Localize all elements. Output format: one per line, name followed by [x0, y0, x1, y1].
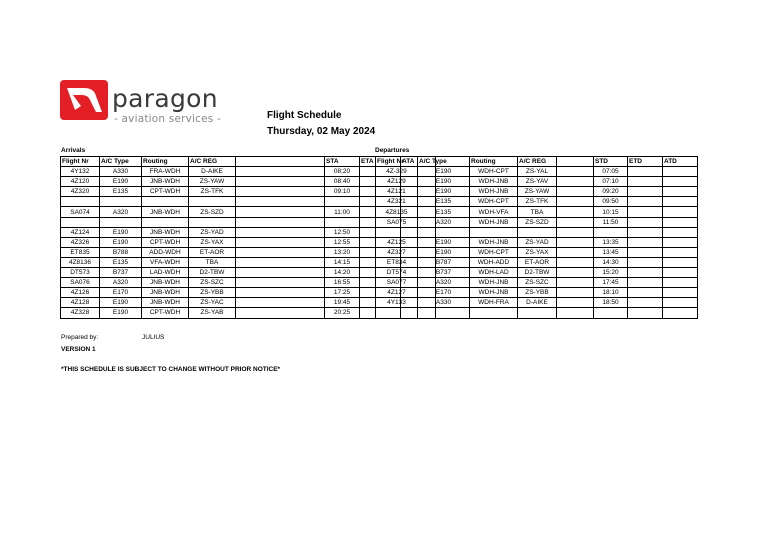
arrivals-cell: E170: [100, 288, 142, 298]
departures-cell: 4Y133: [376, 298, 418, 308]
arrivals-cell: [236, 268, 325, 278]
departures-cell: [628, 227, 663, 237]
departures-cell: [557, 197, 594, 207]
departures-cell: WDH-CPT: [470, 197, 518, 207]
departures-cell: [663, 227, 698, 237]
arrivals-cell: E190: [100, 237, 142, 247]
departures-cell: 10:15: [594, 207, 628, 217]
departures-cell: [376, 227, 418, 237]
departures-cell: 18:50: [594, 298, 628, 308]
arrivals-cell: 20:25: [325, 308, 360, 318]
arrivals-cell: [61, 197, 100, 207]
departures-cell: 4Z8135: [376, 207, 418, 217]
arrivals-cell: [236, 278, 325, 288]
departures-cell: ZS-YAV: [518, 177, 557, 187]
departures-cell: [628, 217, 663, 227]
arrivals-header-cell: A/C REG: [189, 157, 236, 167]
arrivals-cell: E190: [100, 298, 142, 308]
departures-cell: [663, 298, 698, 308]
departures-cell: ZS-YAW: [518, 187, 557, 197]
arrivals-cell: ET835: [61, 247, 100, 257]
departures-row: [376, 257, 698, 267]
arrivals-cell: JNB-WDH: [142, 298, 189, 308]
departures-cell: [663, 207, 698, 217]
arrivals-cell: 09:10: [325, 187, 360, 197]
arrivals-cell: 11:00: [325, 207, 360, 217]
departures-cell: 4Z-329: [376, 167, 418, 177]
departures-cell: [470, 227, 518, 237]
departures-cell: D-AIKE: [518, 298, 557, 308]
departures-header-cell: A/C Type: [418, 157, 470, 167]
departures-row: [376, 237, 698, 247]
departures-cell: 4Z121: [376, 187, 418, 197]
arrivals-label: Arrivals: [61, 147, 86, 154]
arrivals-cell: B788: [100, 247, 142, 257]
arrivals-header-cell: Flight Nr: [61, 157, 100, 167]
departures-cell: E190: [418, 177, 470, 187]
arrivals-cell: LAD-WDH: [142, 268, 189, 278]
departures-cell: WDH-JNB: [470, 177, 518, 187]
departures-cell: [628, 288, 663, 298]
arrivals-cell: JNB-WDH: [142, 207, 189, 217]
departures-cell: E190: [418, 247, 470, 257]
departures-cell: [628, 187, 663, 197]
departures-row: [376, 217, 698, 227]
arrivals-cell: [236, 288, 325, 298]
departures-cell: [663, 268, 698, 278]
arrivals-cell: JNB-WDH: [142, 278, 189, 288]
departures-cell: 09:50: [594, 197, 628, 207]
arrivals-cell: ZS-YAC: [189, 298, 236, 308]
departures-header-cell: [557, 157, 594, 167]
arrivals-cell: [236, 247, 325, 257]
schedule-notice: *THIS SCHEDULE IS SUBJECT TO CHANGE WITHOUT PRIOR NOTICE*: [61, 366, 281, 373]
departures-cell: [663, 237, 698, 247]
departures-cell: ET834: [376, 257, 418, 267]
arrivals-cell: B737: [100, 268, 142, 278]
departures-cell: [628, 257, 663, 267]
arrivals-cell: [236, 257, 325, 267]
departures-cell: ZS-TFK: [518, 197, 557, 207]
departures-cell: [557, 237, 594, 247]
departures-cell: [594, 308, 628, 318]
departures-cell: WDH-ADD: [470, 257, 518, 267]
arrivals-cell: [142, 217, 189, 227]
schedule-title: Flight Schedule: [267, 110, 342, 121]
arrivals-cell: D2-TBW: [189, 268, 236, 278]
departures-cell: [594, 227, 628, 237]
arrivals-cell: ET-AOR: [189, 247, 236, 257]
departures-cell: 09:20: [594, 187, 628, 197]
departures-cell: 07:05: [594, 167, 628, 177]
arrivals-cell: 4Z120: [61, 177, 100, 187]
departures-cell: [628, 278, 663, 288]
departures-table: [375, 156, 698, 319]
departures-cell: E135: [418, 197, 470, 207]
arrivals-cell: ZS-YAD: [189, 227, 236, 237]
departures-row: [376, 197, 698, 207]
logo-mark: [60, 80, 108, 120]
arrivals-cell: E190: [100, 227, 142, 237]
departures-cell: 13:45: [594, 247, 628, 257]
departures-cell: 07:10: [594, 177, 628, 187]
arrivals-header-cell: STA: [325, 157, 360, 167]
arrivals-cell: [236, 187, 325, 197]
arrivals-cell: TBA: [189, 257, 236, 267]
arrivals-cell: [189, 197, 236, 207]
arrivals-cell: 4Z128: [61, 298, 100, 308]
departures-label: Departures: [375, 147, 410, 154]
departures-cell: [628, 177, 663, 187]
arrivals-cell: [100, 197, 142, 207]
arrivals-cell: 08:40: [325, 177, 360, 187]
arrivals-cell: 16:55: [325, 278, 360, 288]
arrivals-cell: [236, 227, 325, 237]
departures-cell: WDH-LAD: [470, 268, 518, 278]
departures-cell: [663, 177, 698, 187]
departures-cell: 13:35: [594, 237, 628, 247]
arrivals-header-cell: A/C Type: [100, 157, 142, 167]
arrivals-cell: VFA-WDH: [142, 257, 189, 267]
arrivals-cell: FRA-WDH: [142, 167, 189, 177]
arrivals-header-cell: Routing: [142, 157, 189, 167]
departures-cell: B737: [418, 268, 470, 278]
departures-cell: SA075: [376, 217, 418, 227]
departures-cell: [628, 298, 663, 308]
departures-cell: ZS-SZC: [518, 278, 557, 288]
departures-cell: [557, 278, 594, 288]
departures-cell: [518, 308, 557, 318]
departures-row: [376, 177, 698, 187]
departures-cell: [663, 247, 698, 257]
arrivals-cell: SA076: [61, 278, 100, 288]
arrivals-cell: [100, 217, 142, 227]
arrivals-cell: [236, 197, 325, 207]
arrivals-cell: E190: [100, 308, 142, 318]
arrivals-cell: 4Z124: [61, 227, 100, 237]
arrivals-cell: JNB-WDH: [142, 227, 189, 237]
departures-cell: [628, 197, 663, 207]
departures-row: [376, 227, 698, 237]
departures-cell: 18:10: [594, 288, 628, 298]
arrivals-cell: JNB-WDH: [142, 177, 189, 187]
departures-header-cell: Routing: [470, 157, 518, 167]
arrivals-cell: 4Z126: [61, 288, 100, 298]
departures-cell: [628, 207, 663, 217]
departures-cell: 15:20: [594, 268, 628, 278]
departures-row: [376, 187, 698, 197]
arrivals-cell: [236, 308, 325, 318]
departures-cell: [376, 308, 418, 318]
departures-cell: [557, 257, 594, 267]
departures-cell: [663, 278, 698, 288]
departures-cell: A320: [418, 217, 470, 227]
departures-cell: 4Z125: [376, 237, 418, 247]
arrivals-cell: [236, 237, 325, 247]
arrivals-cell: [142, 197, 189, 207]
departures-cell: [663, 288, 698, 298]
arrivals-cell: ZS-SZD: [189, 207, 236, 217]
arrivals-cell: E135: [100, 257, 142, 267]
arrivals-cell: [236, 177, 325, 187]
departures-row: [376, 308, 698, 318]
departures-header-cell: ATD: [663, 157, 698, 167]
arrivals-cell: SA074: [61, 207, 100, 217]
departures-header-cell: ETD: [628, 157, 663, 167]
departures-cell: [418, 227, 470, 237]
arrivals-cell: [325, 197, 360, 207]
departures-cell: 4Z129: [376, 177, 418, 187]
arrivals-cell: A330: [100, 167, 142, 177]
arrivals-cell: 13:20: [325, 247, 360, 257]
departures-cell: E190: [418, 167, 470, 177]
departures-cell: [663, 167, 698, 177]
departures-cell: ZS-YAX: [518, 247, 557, 257]
arrivals-cell: ZS-TFK: [189, 187, 236, 197]
departures-row: [376, 278, 698, 288]
arrivals-cell: 08:20: [325, 167, 360, 177]
departures-row: [376, 298, 698, 308]
departures-header-row: [376, 157, 698, 167]
departures-cell: WDH-JNB: [470, 278, 518, 288]
arrivals-cell: A320: [100, 278, 142, 288]
departures-cell: A330: [418, 298, 470, 308]
departures-cell: [663, 217, 698, 227]
departures-header-cell: A/C REG: [518, 157, 557, 167]
prepared-by-name: JULIUS: [142, 334, 165, 341]
arrivals-cell: ADD-WDH: [142, 247, 189, 257]
departures-cell: D2-TBW: [518, 268, 557, 278]
departures-cell: E190: [418, 237, 470, 247]
departures-row: [376, 288, 698, 298]
departures-cell: [557, 167, 594, 177]
departures-cell: E170: [418, 288, 470, 298]
departures-row: [376, 247, 698, 257]
arrivals-cell: A320: [100, 207, 142, 217]
arrivals-header-cell: [236, 157, 325, 167]
departures-cell: 11:50: [594, 217, 628, 227]
departures-cell: E135: [418, 207, 470, 217]
departures-cell: [557, 227, 594, 237]
arrivals-cell: 12:55: [325, 237, 360, 247]
arrivals-cell: ZS-YAW: [189, 177, 236, 187]
arrivals-cell: 14:15: [325, 257, 360, 267]
departures-cell: [557, 187, 594, 197]
departures-cell: [663, 308, 698, 318]
departures-cell: TBA: [518, 207, 557, 217]
departures-cell: [557, 247, 594, 257]
arrivals-cell: 4Z326: [61, 237, 100, 247]
departures-cell: SA077: [376, 278, 418, 288]
arrivals-cell: ZS-YAX: [189, 237, 236, 247]
departures-cell: WDH-VFA: [470, 207, 518, 217]
brand-name: paragon: [112, 84, 218, 113]
arrivals-header-cell: ATA: [401, 157, 436, 167]
departures-cell: [628, 167, 663, 177]
departures-cell: DT574: [376, 268, 418, 278]
departures-cell: [557, 298, 594, 308]
departures-cell: [518, 227, 557, 237]
departures-cell: WDH-JNB: [470, 187, 518, 197]
departures-cell: [628, 308, 663, 318]
arrivals-cell: [236, 298, 325, 308]
arrivals-cell: CPT-WDH: [142, 308, 189, 318]
departures-cell: WDH-JNB: [470, 217, 518, 227]
departures-cell: [557, 288, 594, 298]
departures-cell: ZS-YBB: [518, 288, 557, 298]
departures-cell: ZS-SZD: [518, 217, 557, 227]
departures-cell: [663, 257, 698, 267]
arrivals-cell: 12:50: [325, 227, 360, 237]
departures-cell: [557, 177, 594, 187]
departures-cell: [663, 187, 698, 197]
arrivals-cell: 19:45: [325, 298, 360, 308]
version-label: VERSION 1: [61, 346, 96, 353]
departures-cell: 4Z321: [376, 197, 418, 207]
arrivals-cell: ZS-SZC: [189, 278, 236, 288]
arrivals-cell: DT573: [61, 268, 100, 278]
departures-cell: WDH-CPT: [470, 247, 518, 257]
departures-header-cell: Flight Nr: [376, 157, 418, 167]
departures-cell: [470, 308, 518, 318]
arrivals-cell: ZS-YBB: [189, 288, 236, 298]
departures-row: [376, 207, 698, 217]
departures-cell: [557, 207, 594, 217]
departures-cell: [557, 217, 594, 227]
departures-cell: A320: [418, 278, 470, 288]
departures-cell: 14:30: [594, 257, 628, 267]
departures-cell: [418, 308, 470, 318]
departures-header-cell: STD: [594, 157, 628, 167]
departures-cell: 4Z327: [376, 247, 418, 257]
departures-cell: ZS-YAL: [518, 167, 557, 177]
arrivals-cell: 4Z8136: [61, 257, 100, 267]
arrivals-cell: CPT-WDH: [142, 237, 189, 247]
departures-cell: ZS-YAD: [518, 237, 557, 247]
arrivals-cell: E135: [100, 187, 142, 197]
departures-cell: E190: [418, 187, 470, 197]
departures-cell: WDH-CPT: [470, 167, 518, 177]
arrivals-cell: 4Z328: [61, 308, 100, 318]
arrivals-cell: [61, 217, 100, 227]
arrivals-header-cell: ETA: [360, 157, 401, 167]
arrivals-cell: CPT-WDH: [142, 187, 189, 197]
departures-cell: 17:45: [594, 278, 628, 288]
arrivals-cell: 4Y132: [61, 167, 100, 177]
arrivals-cell: 14:20: [325, 268, 360, 278]
departures-row: [376, 268, 698, 278]
arrivals-cell: [236, 217, 325, 227]
departures-cell: WDH-JNB: [470, 237, 518, 247]
arrivals-cell: [189, 217, 236, 227]
arrivals-cell: [236, 167, 325, 177]
departures-cell: [628, 247, 663, 257]
arrivals-cell: JNB-WDH: [142, 288, 189, 298]
departures-cell: WDH-JNB: [470, 288, 518, 298]
departures-cell: B787: [418, 257, 470, 267]
arrivals-cell: [325, 217, 360, 227]
departures-cell: WDH-FRA: [470, 298, 518, 308]
departures-cell: [628, 237, 663, 247]
arrivals-cell: [236, 207, 325, 217]
arrivals-cell: 4Z320: [61, 187, 100, 197]
prepared-by-label: Prepared by:: [61, 334, 99, 341]
arrivals-cell: D-AIKE: [189, 167, 236, 177]
departures-row: [376, 167, 698, 177]
departures-cell: [557, 308, 594, 318]
departures-cell: [663, 197, 698, 207]
brand-tagline: - aviation services -: [114, 113, 221, 125]
departures-cell: 4Z127: [376, 288, 418, 298]
departures-cell: [628, 268, 663, 278]
schedule-date: Thursday, 02 May 2024: [267, 126, 376, 137]
departures-cell: ET-AOR: [518, 257, 557, 267]
arrivals-cell: 17:25: [325, 288, 360, 298]
departures-cell: [557, 268, 594, 278]
arrivals-cell: ZS-YAB: [189, 308, 236, 318]
arrivals-cell: E190: [100, 177, 142, 187]
